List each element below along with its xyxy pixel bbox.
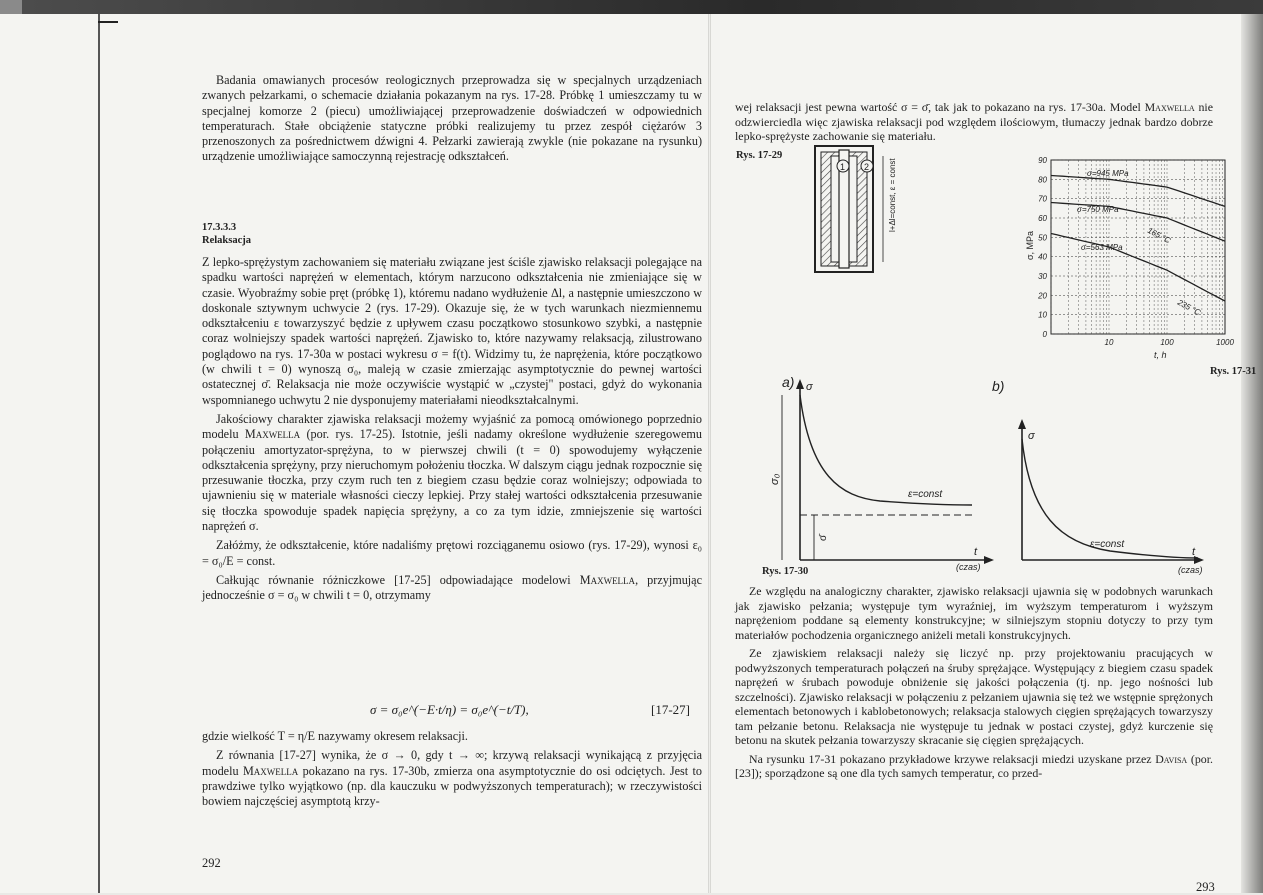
panel-b-y-arrow xyxy=(1018,419,1026,429)
left-paragraph-1 xyxy=(202,73,702,169)
x-tick-label: 100 xyxy=(1160,338,1174,347)
paragraph: Jakościowy charakter zjawiska relaksacji możemy wyjaśnić za pomocą omówionego poprzednio modelu Maxwella (por. rys. 17-25). Istotnie, jeśli nadamy określone wydłużenie szeregowemu połączeniu amortyzator-sprężyna, to w pierwszej chwili (t = 0) spowodujemy wyłączenie odkształcenia sprężyny, przy nieruchomym położeniu tłoczka. W dalszym ciągu jednak rozpocznie się przesuwanie tłoczka, przy czym ruch ten z biegiem czasu będzie coraz wolniejszy; odpowiada to ujawnieniu się w materiale własności cieczy lepkiej. Przy stałej wartości odkształcenia przesuwanie się tłoczka spowoduje spadek napięcia sprężyny, a co za tym idzie, zmniejszenie się wartości naprężeń σ. xyxy=(202,411,703,534)
figure-17-29 xyxy=(795,142,910,277)
x-tick-label: 10 xyxy=(1104,338,1114,347)
paragraph: Całkując równanie różniczkowe [17-25] odpowiadające modelowi Maxwella, przyjmując jednocześnie σ = σ₀ w chwili t = 0, otrzymamy xyxy=(202,572,702,603)
rod-note: l+Δl=const, ε = const xyxy=(888,158,897,232)
callout-2-text: 2 xyxy=(864,162,870,172)
y-axis-label: σ, MPa xyxy=(1025,230,1035,260)
y-tick-label: 20 xyxy=(1038,291,1047,301)
figure-label-17-30: Rys. 17-30 xyxy=(762,566,809,577)
y-tick-label: 40 xyxy=(1038,252,1047,262)
page-number-right: 293 xyxy=(1196,880,1215,894)
paragraph: Załóżmy, że odkształcenie, które nadaliśmy prętowi rozciąganemu osiowo (rys. 17-29), wynosi ε₀ = σ₀/E = const. xyxy=(202,538,702,568)
curve-label: σ=945 MPa xyxy=(1087,169,1129,178)
figure-17-31-chart xyxy=(1025,154,1235,370)
panel-a-sigma-axis: σ xyxy=(806,381,813,393)
paragraph: Ze zjawiskiem relaksacji należy się liczyć np. przy projektowaniu pracujących w podwyższonych temperaturach połączeń na śruby sprężające. Występujący z biegiem czasu spadek naprężeń w śrubach powoduje obniżenie się jakości połączenia (tj. np. jego nośności lub szczelności). Zjawisko relaksacji w połączeniu z pełzaniem ujawnia się też we wstępnie sprężonych elementach betonowych i kablobetonowych; relaksacja stalowych cięgien sprężających towarzyszy tam pełzanie betonu. Relaksacja nie występuje tu jednak w postaci czystej, gdyż kurczenie się betonu na skutek pełzania towarzyszy skracanie się cięgien sprężających. xyxy=(735,646,1213,747)
panel-a-relaxation-curve xyxy=(800,395,972,505)
y-tick-label: 30 xyxy=(1038,272,1047,281)
y-tick-label: 80 xyxy=(1038,175,1047,185)
scan-top-edge xyxy=(0,0,1263,14)
left-body xyxy=(202,255,702,608)
panel-b-x-arrow xyxy=(1194,556,1204,564)
panel-a-y-arrow xyxy=(796,379,804,389)
figure-17-30 xyxy=(760,365,1230,580)
scan-right-shadow xyxy=(1241,14,1263,893)
panel-b-time-word: (czas) xyxy=(1178,565,1203,575)
right-body xyxy=(735,584,1213,785)
y-tick-label: 0 xyxy=(1042,330,1047,339)
curve-label: 235 °C xyxy=(1176,297,1202,318)
curve-label: 165 °C xyxy=(1146,225,1172,246)
callout-1-text: 1 xyxy=(840,162,846,172)
y-tick-label: 10 xyxy=(1038,310,1047,320)
equation-17-27 xyxy=(370,696,690,722)
paragraph: Z lepko-sprężystym zachowaniem się materiału związane jest ściśle zjawisko relaksacji polegające na spadku wartości naprężeń w elementach, którym narzucono odkształcenia nie zmieniające się w czasie. Wyobraźmy sobie pręt (próbkę 1), któremu nadano wydłużenie Δl, a następnie umieszczono w doskonale sztywnym uchwycie 2 (rys. 17-29). Okazuje się, że w tych warunkach niezmiennemu odkształceniu ε towarzyszyć będzie z upływem czasu początkowo stosunkowo szybki, a następnie coraz wolniejszy spadek wartości naprężeń. Zjawisko to, które nazywamy relaksacją, zilustrowano poglądowo na rys. 17-30a w postaci wykresu σ = f(t). Widzimy tu, że naprężenia, które początkowo (w chwili t = 0) wynoszą σ₀, maleją w czasie zmierzając asymptotycznie do pewnej wartości ostatecznej σ̄. Relaksacja nie może oczywiście wystąpić w „czystej" postaci, gdyż do wykonania wspomnianego uchwytu 2 nie dysponujemy materiałami nieodkształcalnymi. xyxy=(202,255,702,407)
corner-tick xyxy=(98,21,118,23)
chart-ticks xyxy=(1037,156,1234,347)
section-title: Relaksacja xyxy=(202,235,251,246)
series-line-3 xyxy=(1051,234,1225,302)
right-paragraph-1 xyxy=(735,100,1213,148)
panel-a-sigmabar: σ̄ xyxy=(818,534,829,541)
paragraph: wej relaksacji jest pewna wartość σ = σ̄, tak jak to pokazano na rys. 17-30a. Model Maxwella nie odzwierciedla więc zjawiska relaksacji pod względem ilościowym, tłumaczy jednak bardzo dobrze lepko-sprężyste zachowanie się materiału. xyxy=(735,100,1214,144)
page-margin-line xyxy=(98,14,100,893)
paragraph: Z równania [17-27] wynika, że σ → 0, gdy t → ∞; krzywą relaksacji wynikającą z przyjęcia modelu Maxwella pokazano na rys. 17-30b, zmierza ona asymptotycznie do osi odciętych. Jest to prawdziwe tylko wyjątkowo (np. dla kauczuku w podwyższonych temperaturach); w rzeczywistości bowiem najczęściej asymptotą krzy- xyxy=(202,748,702,809)
page-number-left: 292 xyxy=(202,856,221,870)
book-spine xyxy=(708,14,711,893)
chart-series xyxy=(1051,176,1225,302)
y-tick-label: 70 xyxy=(1038,194,1047,204)
panel-a-time-word: (czas) xyxy=(956,562,981,572)
paragraph: gdzie wielkość T = η/E nazywamy okresem relaksacji. xyxy=(202,729,468,743)
figure-label-17-31: Rys. 17-31 xyxy=(1210,366,1257,377)
panel-b-label: b) xyxy=(992,378,1005,394)
curve-label: σ=750 MPa xyxy=(1077,205,1119,214)
series-line-1 xyxy=(1051,176,1225,207)
panel-b-t-label: t xyxy=(1192,546,1196,558)
left-body-end xyxy=(202,729,702,813)
curve-label: σ=563 MPa xyxy=(1081,243,1123,252)
panel-a-t-label: t xyxy=(974,546,978,558)
y-tick-label: 50 xyxy=(1038,233,1047,243)
section-number: 17.3.3.3 xyxy=(202,222,237,233)
panel-b-const-label: ε=const xyxy=(1090,539,1125,550)
y-tick-label: 60 xyxy=(1038,214,1047,223)
equation-text: σ = σ₀e^(−E·t/η) = σ₀e^(−t/T), xyxy=(370,702,529,717)
panel-b-sigma-axis: σ xyxy=(1028,430,1035,442)
panel-a-sigma0: σ₀ xyxy=(769,473,781,485)
figure-label-17-29: Rys. 17-29 xyxy=(736,150,783,161)
panel-a-const-label: ε=const xyxy=(908,489,943,500)
y-tick-label: 90 xyxy=(1038,156,1047,165)
paragraph: Badania omawianych procesów reologicznych przeprowadza się w specjalnych urządzeniach zwanych pełzarkami, o schemacie działania pokazanym na rys. 17-28. Próbkę 1 umieszczamy tu w specjalnej komorze 2 (piecu) umożliwiającej przeprowadzenie doświadczeń w odpowiednich temperaturach. Stałe obciążenie statyczne próbki realizujemy tu przez zespół ciężarów 3 przenoszonych za pośrednictwem dźwigni 4. Pełzarki zawierają zwykle (nie pokazane na rysunku) urządzenie umożliwiające samoczynną rejestrację odkształceń. xyxy=(202,73,702,164)
panel-a-label: a) xyxy=(782,374,795,390)
panel-a-x-arrow xyxy=(984,556,994,564)
x-axis-label: t, h xyxy=(1154,350,1167,360)
equation-ref: [17-27] xyxy=(651,702,690,717)
paragraph: Na rysunku 17-31 pokazano przykładowe krzywe relaksacji miedzi uzyskane przez Davisa (por. [23]); sporządzone są one dla tych samych temperatur, co przed- xyxy=(735,751,1213,780)
x-tick-label: 1000 xyxy=(1216,338,1234,347)
paragraph: Ze względu na analogiczny charakter, zjawisko relaksacji ujawnia się w podobnych warunkach jak zjawisko pełzania; występuje tym wyraźniej, im wyższym temperaturom i wyższym naprężeniom poddane są elementy konstrukcyjne; w silniejszym stopniu dotyczy to przy tym materiałów pochodzenia organicznego aniżeli metali konstrukcyjnych. xyxy=(735,584,1213,642)
